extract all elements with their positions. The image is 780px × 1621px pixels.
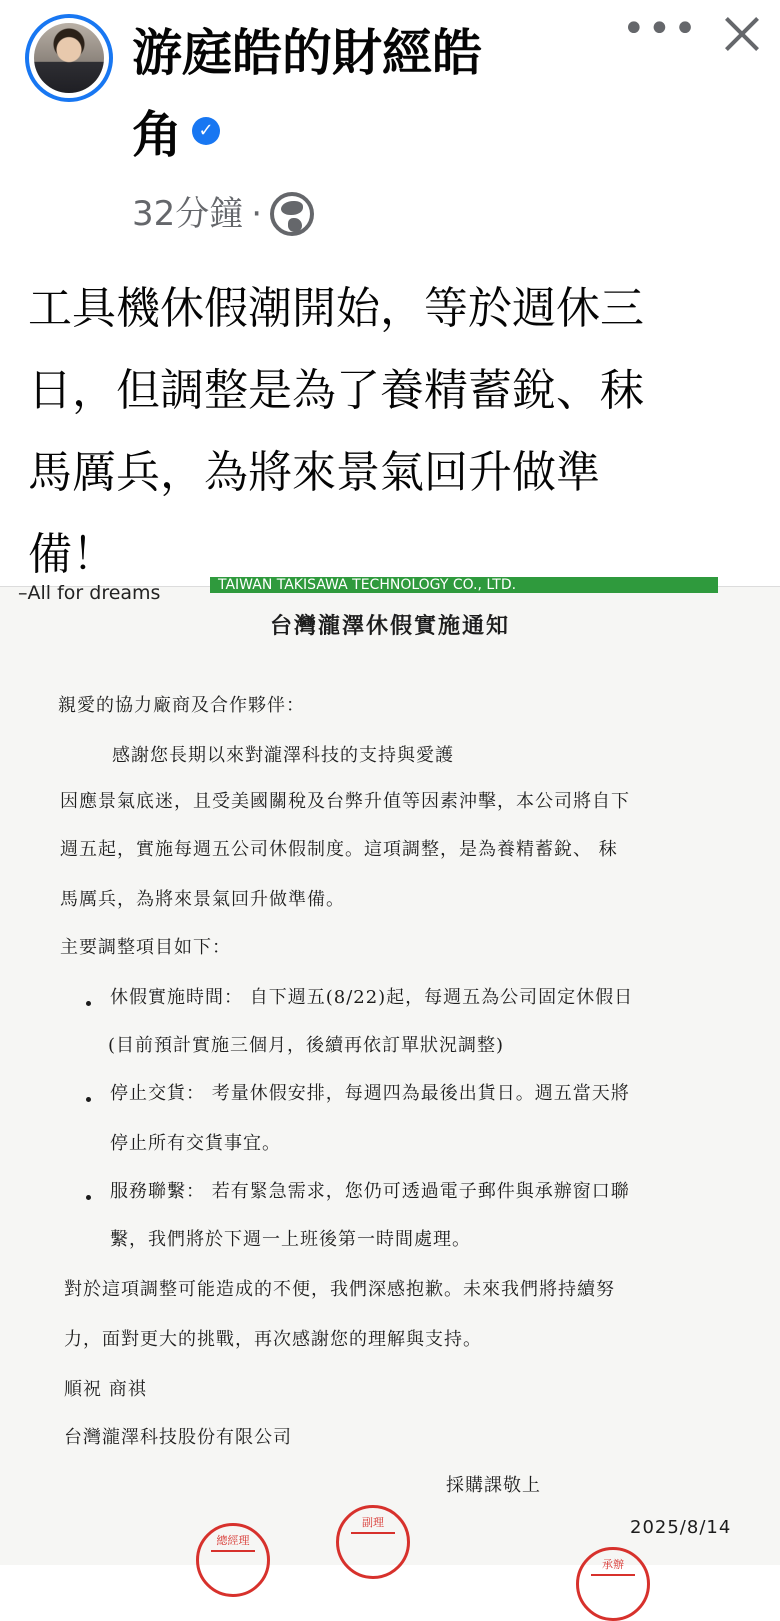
bullet-icon [86, 1195, 91, 1200]
red-seal-stamp [196, 1523, 270, 1597]
avatar-photo [34, 23, 104, 93]
notice-greeting: 親愛的協力廠商及合作夥伴： [58, 695, 305, 716]
globe-icon[interactable] [270, 192, 314, 236]
notice-body-line: 週五起，實施每週五公司休假制度。這項調整，是為養精蓄銳、 秣 [60, 839, 618, 860]
notice-title: 台灣瀧澤休假實施通知 [269, 613, 510, 639]
red-seal-stamp [576, 1547, 650, 1621]
meta-separator: · [251, 194, 263, 234]
more-options-icon: ••• [622, 6, 699, 52]
notice-body-line: 馬厲兵，為將來景氣回升做準備。 [60, 889, 345, 910]
post-text-line: 備！ [28, 529, 116, 580]
items-heading: 主要調整項目如下： [60, 937, 231, 958]
post-image-document[interactable] [0, 577, 780, 1571]
seal-ring [211, 1550, 255, 1552]
bullet-icon [86, 1001, 91, 1006]
post-body-text [28, 268, 758, 596]
notice-date: 2025/8/14 [630, 1517, 732, 1538]
close-button[interactable] [718, 10, 766, 58]
verified-badge-icon: ✓ [192, 117, 220, 145]
seal-ring [591, 1574, 635, 1576]
author-name-line1: 游庭皓的財經皓 [132, 24, 482, 82]
notice-body-line: 因應景氣底迷，且受美國關稅及台弊升值等因素沖擊，本公司將自下 [60, 791, 630, 812]
more-options-button[interactable] [622, 6, 699, 52]
item-line: 停止所有交貨事宜。 [110, 1133, 281, 1154]
author-name-line2: 角 [132, 106, 182, 164]
seal-text: 副理 [362, 1516, 384, 1529]
company-logo-text: –All for dreams [18, 582, 161, 604]
seal-text: 承辦 [602, 1558, 624, 1571]
closing-line: 對於這項調整可能造成的不便，我們深感抱歉。未來我們將持續努 [64, 1279, 615, 1300]
red-seal-stamp [336, 1505, 410, 1579]
post-time[interactable]: 32分鐘 [132, 194, 244, 234]
post-meta [132, 186, 314, 242]
company-banner: TAIWAN TAKISAWA TECHNOLOGY CO., LTD. [210, 577, 718, 593]
post-text-line: 工具機休假潮開始，等於週休三 [28, 283, 644, 334]
item-line: (目前預計實施三個月，後續再依訂單狀況調整) [108, 1035, 505, 1056]
item-line: 繫，我們將於下週一上班後第一時間處理。 [110, 1229, 471, 1250]
post-text-line: 日，但調整是為了養精蓄銳、秣 [28, 365, 644, 416]
author-name[interactable] [132, 12, 552, 176]
logo-slogan: All for dreams [27, 582, 161, 604]
notice-thanks: 感謝您長期以來對瀧澤科技的支持與愛護 [112, 745, 454, 766]
seal-ring [351, 1532, 395, 1534]
department-signoff: 採購課敬上 [446, 1475, 541, 1496]
seal-text: 總經理 [216, 1534, 250, 1547]
company-name: 台灣瀧澤科技股份有限公司 [64, 1427, 292, 1448]
item-line: 停止交貨： 考量休假安排，每週四為最後出貨日。週五當天將 [110, 1083, 630, 1104]
closing-line: 力，面對更大的挑戰，再次感謝您的理解與支持。 [64, 1329, 482, 1350]
bullet-icon [86, 1097, 91, 1102]
post-text-line: 馬厲兵，為將來景氣回升做準 [28, 447, 600, 498]
post-header [0, 0, 780, 260]
item-line: 休假實施時間： 自下週五(8/22)起，每週五為公司固定休假日 [110, 987, 634, 1008]
author-avatar[interactable] [25, 14, 113, 102]
item-line: 服務聯繫： 若有緊急需求，您仍可透過電子郵件與承辦窗口聯 [110, 1181, 630, 1202]
regards: 順祝 商祺 [64, 1379, 147, 1400]
